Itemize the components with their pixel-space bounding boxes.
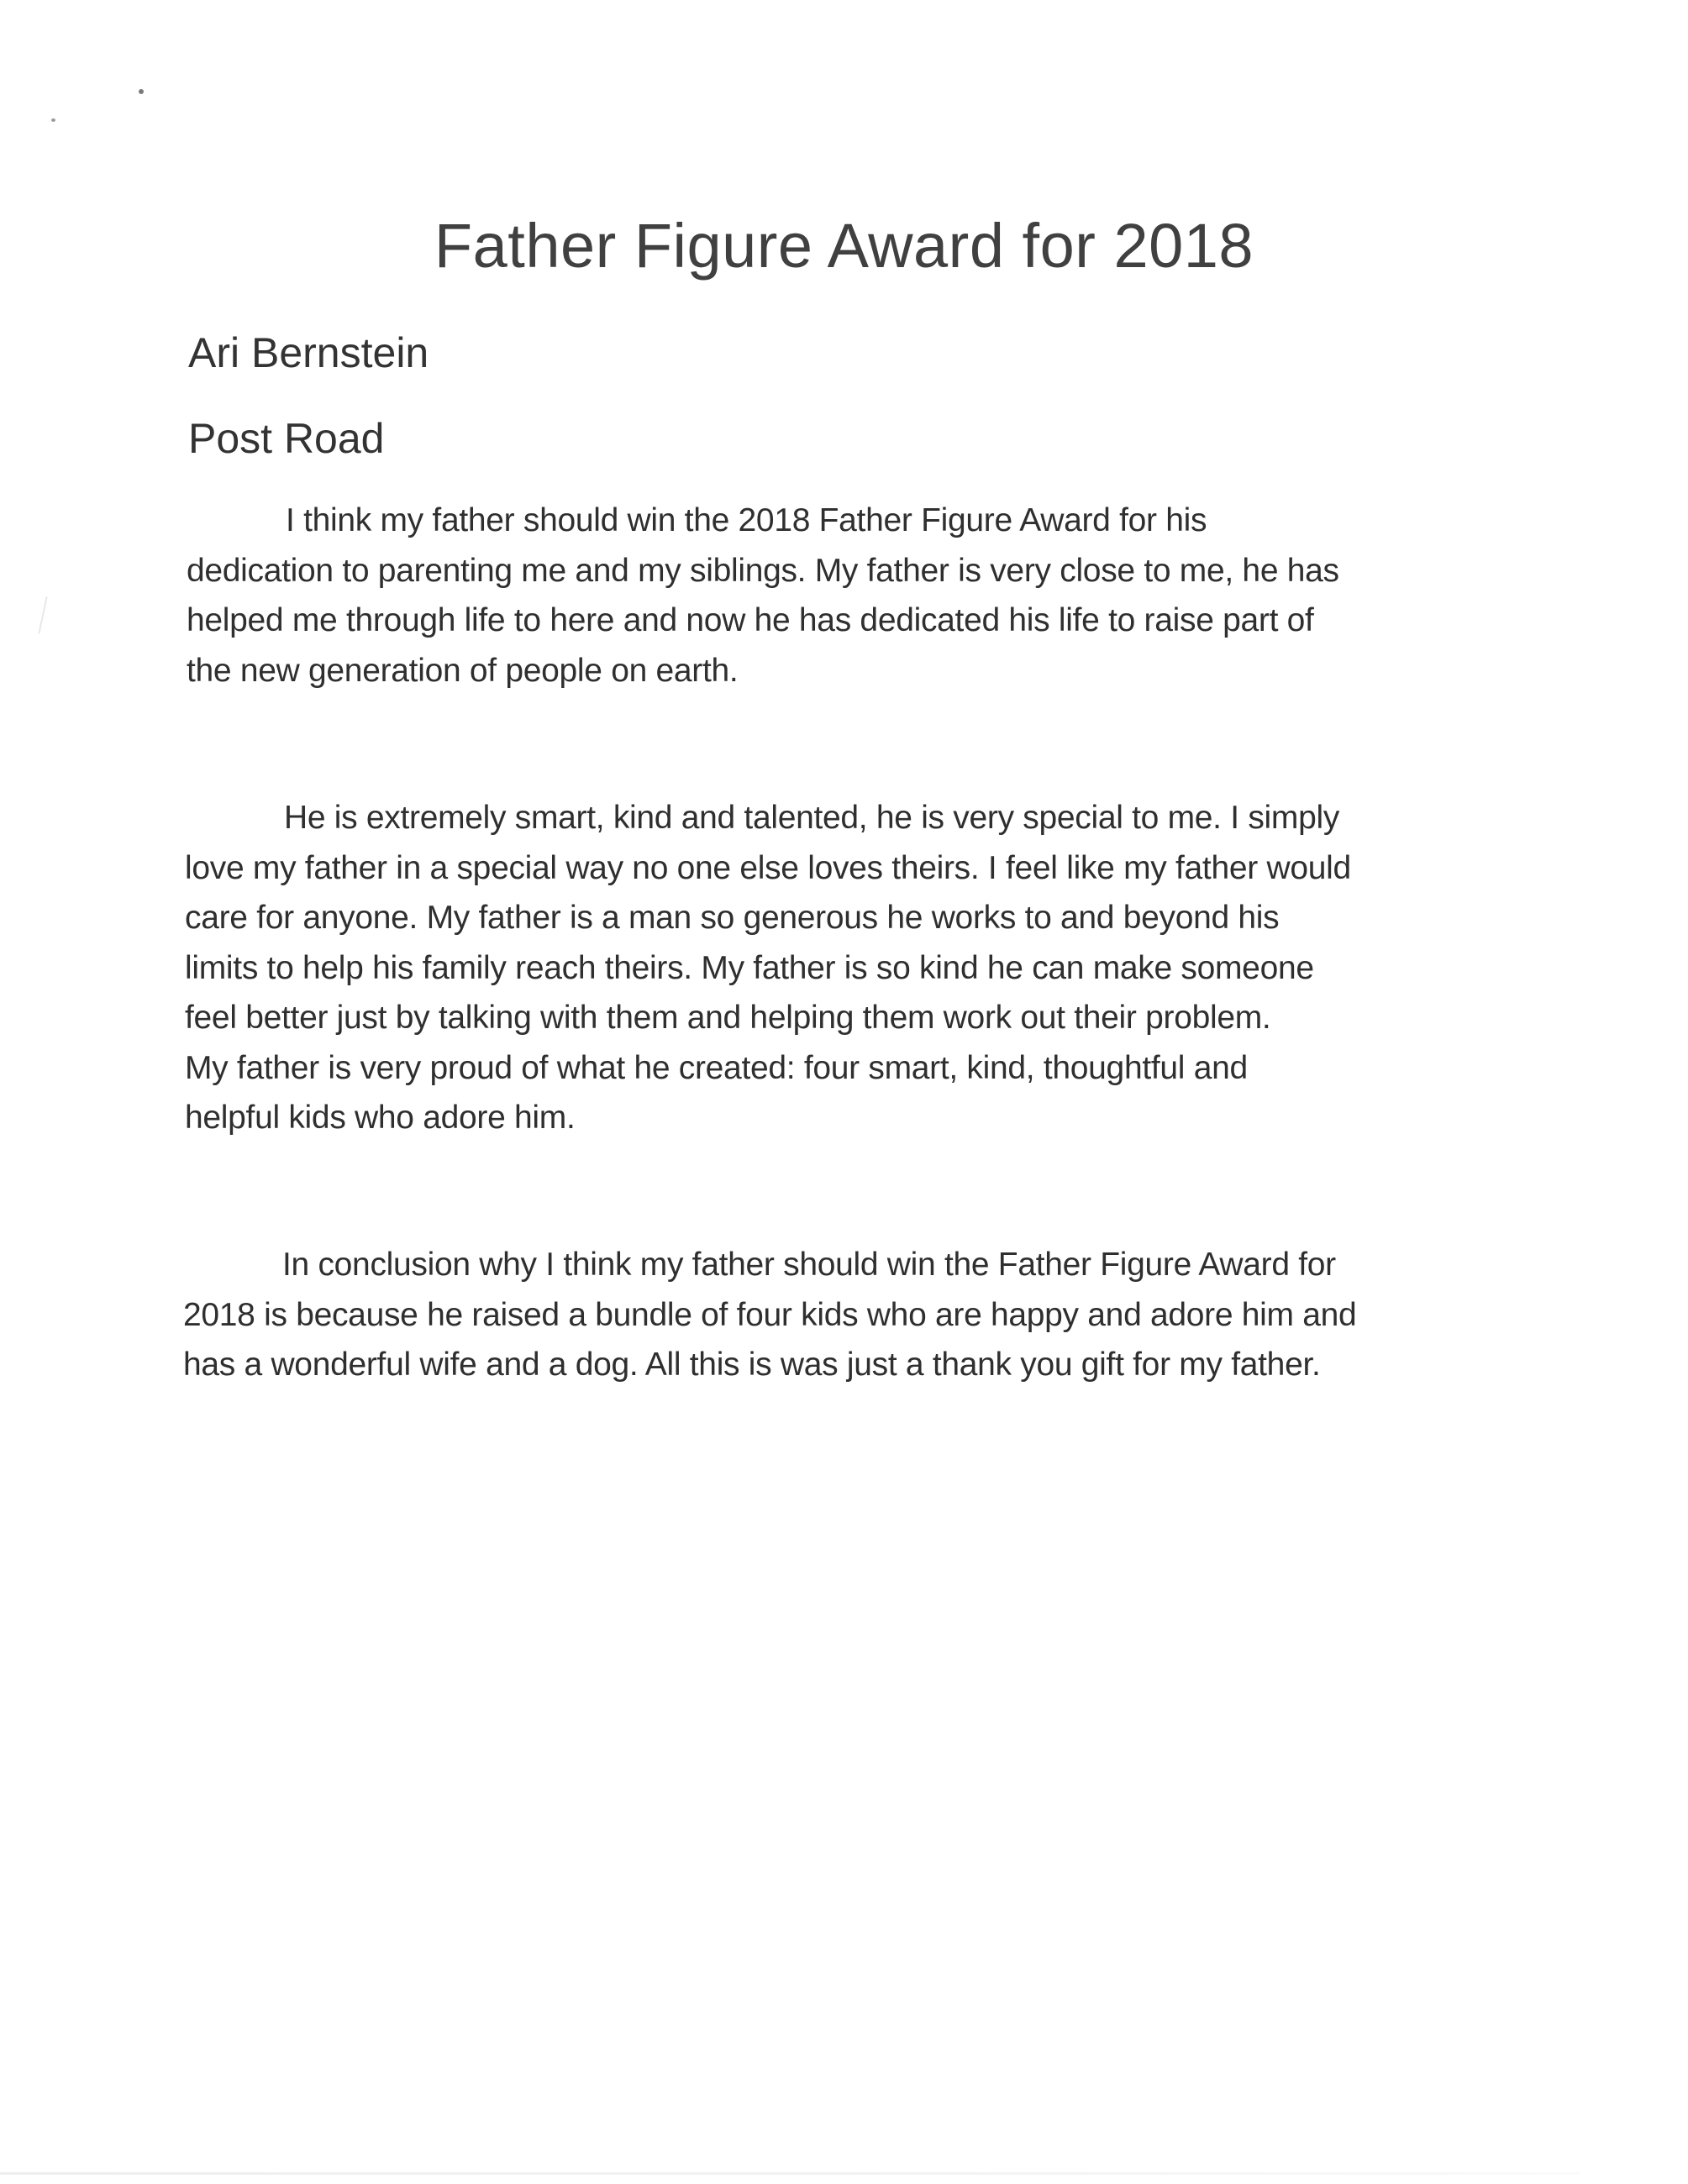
scan-bottom-edge bbox=[0, 2172, 1580, 2175]
paragraph-line: helpful kids who adore him. bbox=[185, 1100, 576, 1136]
scan-speck bbox=[51, 118, 55, 122]
paragraph-line: dedication to parenting me and my siblings. My father is very close to me, he has bbox=[187, 552, 1339, 589]
document-title: Father Figure Award for 2018 bbox=[434, 211, 1254, 281]
paragraph-line: 2018 is because he raised a bundle of four kids who are happy and adore him and bbox=[183, 1296, 1357, 1333]
paragraph-line: In conclusion why I think my father should win the Father Figure Award for bbox=[282, 1247, 1336, 1283]
essay-paragraph-2 bbox=[185, 793, 1504, 1143]
paragraph-line: limits to help his family reach theirs. My father is so kind he can make someone bbox=[185, 949, 1314, 986]
paragraph-line: He is extremely smart, kind and talented, he is very special to me. I simply bbox=[284, 800, 1340, 836]
paragraph-line: has a wonderful wife and a dog. All this is was just a thank you gift for my father. bbox=[183, 1347, 1321, 1383]
author-name: Ari Bernstein bbox=[188, 329, 429, 376]
essay-paragraph-1 bbox=[187, 496, 1480, 696]
scan-edge-mark bbox=[38, 596, 47, 633]
paragraph-line: helped me through life to here and now he has dedicated his life to raise part of bbox=[187, 602, 1314, 638]
scan-speck bbox=[139, 89, 144, 94]
paragraph-line: love my father in a special way no one else loves theirs. I feel like my father would bbox=[185, 849, 1351, 886]
paragraph-line: My father is very proud of what he created: four smart, kind, thoughtful and bbox=[185, 1049, 1248, 1086]
paragraph-line: I think my father should win the 2018 Father Figure Award for his bbox=[286, 502, 1207, 538]
paragraph-line: care for anyone. My father is a man so generous he works to and beyond his bbox=[185, 900, 1280, 936]
school-name: Post Road bbox=[188, 415, 385, 462]
essay-paragraph-3 bbox=[183, 1240, 1494, 1390]
paragraph-line: the new generation of people on earth. bbox=[187, 652, 739, 689]
paragraph-line: feel better just by talking with them and helping them work out their problem. bbox=[185, 1000, 1271, 1036]
